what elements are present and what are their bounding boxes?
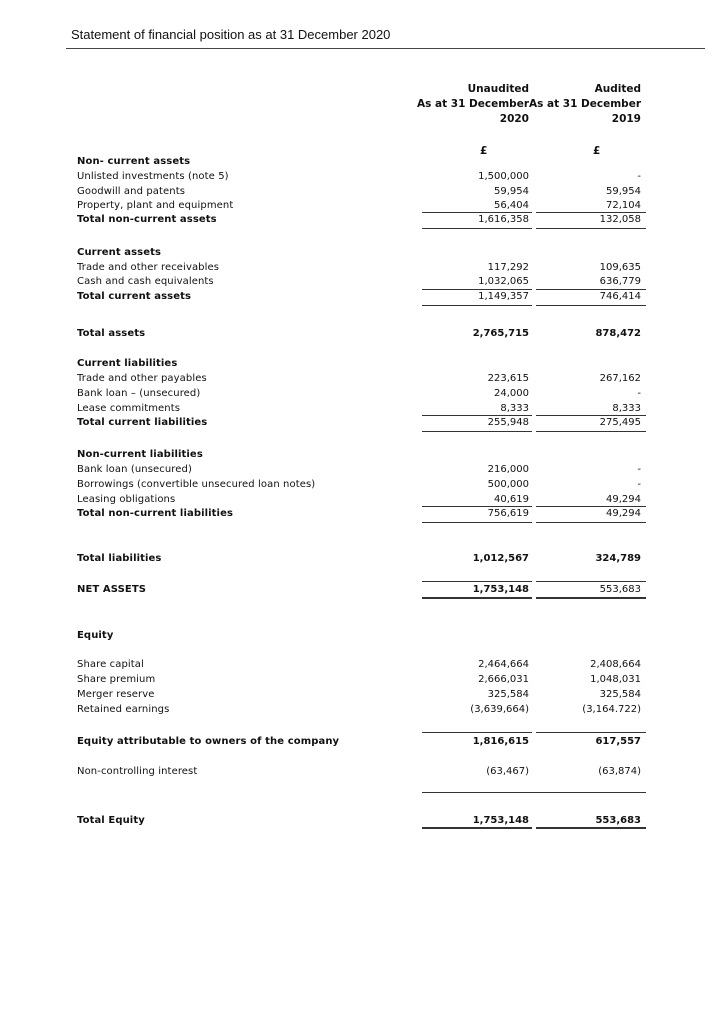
value-2019: 109,635 <box>599 262 641 273</box>
value-2020: 24,000 <box>494 388 529 399</box>
subtotal-row <box>0 212 724 227</box>
value-2020: 1,816,615 <box>472 736 529 747</box>
total-row <box>0 551 724 566</box>
value-2019: 324,789 <box>595 553 641 564</box>
row-label: Non-current liabilities <box>77 449 203 460</box>
column-header-line: As at 31 December <box>417 98 529 110</box>
value-2020: 1,500,000 <box>478 171 529 182</box>
equity-rule <box>422 792 646 793</box>
row-label: Total non-current assets <box>77 214 217 225</box>
value-2019: 617,557 <box>595 736 641 747</box>
value-2020: (63,467) <box>486 766 529 777</box>
value-2020: 2,666,031 <box>478 674 529 685</box>
subtotal-row <box>0 734 724 749</box>
value-2019: 72,104 <box>606 200 641 211</box>
row-label: Borrowings (convertible unsecured loan notes) <box>77 479 316 490</box>
row-label: Trade and other payables <box>77 373 207 384</box>
row-label: Lease commitments <box>77 403 181 414</box>
table-row <box>0 477 724 492</box>
column-header-unaudited <box>399 82 529 127</box>
value-2019: 325,584 <box>599 689 641 700</box>
value-2019: - <box>637 388 641 399</box>
row-label: Total non-current liabilities <box>77 508 234 519</box>
value-2019: 8,333 <box>612 403 641 414</box>
column-header-line: As at 31 December <box>529 98 641 110</box>
value-2020: 56,404 <box>494 200 529 211</box>
value-2019: - <box>637 479 641 490</box>
value-2019: 636,779 <box>599 276 641 287</box>
value-2019: 275,495 <box>599 417 641 428</box>
row-label: Total current liabilities <box>77 417 208 428</box>
value-2020: 2,464,664 <box>478 659 529 670</box>
table-row <box>0 184 724 199</box>
currency-unit-col2: £ <box>593 145 601 157</box>
row-label: Total current assets <box>77 291 192 302</box>
table-row <box>0 274 724 289</box>
value-2019: 267,162 <box>599 373 641 384</box>
value-2020: 59,954 <box>494 186 529 197</box>
total-equity-double-underline <box>536 827 646 829</box>
subtotal-underline <box>536 522 646 523</box>
total-row <box>0 326 724 341</box>
value-2020: 2,765,715 <box>472 328 529 339</box>
row-label: Non- current assets <box>77 156 191 167</box>
table-row <box>0 687 724 702</box>
table-row <box>0 386 724 401</box>
column-header-audited <box>511 82 641 127</box>
value-2020: 1,616,358 <box>478 214 529 225</box>
total-equity-double-underline <box>422 827 532 829</box>
row-label: Non-controlling interest <box>77 766 198 777</box>
currency-unit-col1: £ <box>480 145 488 157</box>
value-2020: 500,000 <box>487 479 529 490</box>
row-label: Property, plant and equipment <box>77 200 234 211</box>
subtotal-underline <box>536 305 646 306</box>
net-assets-double-underline <box>422 597 532 599</box>
row-label: Total Equity <box>77 815 145 826</box>
table-row <box>0 764 724 779</box>
row-label: Total assets <box>77 328 146 339</box>
value-2020: 40,619 <box>494 494 529 505</box>
subtotal-rule <box>422 732 532 733</box>
row-label: Current liabilities <box>77 358 178 369</box>
table-row <box>0 657 724 672</box>
table-row <box>0 702 724 717</box>
value-2019: 878,472 <box>595 328 641 339</box>
subtotal-underline <box>422 228 532 229</box>
table-row <box>0 401 724 416</box>
row-label: Leasing obligations <box>77 494 176 505</box>
row-label: Goodwill and patents <box>77 186 186 197</box>
table-row <box>0 198 724 213</box>
value-2019: 746,414 <box>599 291 641 302</box>
value-2019: 59,954 <box>606 186 641 197</box>
table-row <box>0 260 724 275</box>
value-2020: 756,619 <box>487 508 529 519</box>
row-label: Cash and cash equivalents <box>77 276 214 287</box>
net-assets-row <box>0 582 724 597</box>
row-label: Share capital <box>77 659 144 670</box>
row-label: Equity attributable to owners of the company <box>77 736 340 747</box>
value-2020: (3,639,664) <box>470 704 529 715</box>
value-2019: 2,408,664 <box>590 659 641 670</box>
subtotal-underline <box>536 431 646 432</box>
table-row <box>0 672 724 687</box>
section-heading <box>0 447 724 462</box>
value-2019: 553,683 <box>599 584 641 595</box>
row-label: Bank loan (unsecured) <box>77 464 193 475</box>
table-row <box>0 371 724 386</box>
value-2020: 1,753,148 <box>472 584 529 595</box>
value-2020: 8,333 <box>500 403 529 414</box>
column-header-line: Audited <box>594 83 641 95</box>
value-2020: 325,584 <box>487 689 529 700</box>
column-header-line: Unaudited <box>467 83 529 95</box>
value-2020: 216,000 <box>487 464 529 475</box>
value-2019: (3,164.722) <box>582 704 641 715</box>
table-row <box>0 492 724 507</box>
section-heading <box>0 356 724 371</box>
row-label: Merger reserve <box>77 689 155 700</box>
subtotal-underline <box>536 228 646 229</box>
value-2020: 117,292 <box>487 262 529 273</box>
row-label: NET ASSETS <box>77 584 147 595</box>
subtotal-row <box>0 289 724 304</box>
value-2019: 132,058 <box>599 214 641 225</box>
value-2020: 1,753,148 <box>472 815 529 826</box>
page-title: Statement of financial position as at 31 December 2020 <box>71 27 391 42</box>
value-2019: 1,048,031 <box>590 674 641 685</box>
section-heading <box>0 154 724 169</box>
section-heading <box>0 245 724 260</box>
value-2019: - <box>637 464 641 475</box>
value-2019: - <box>637 171 641 182</box>
subtotal-row <box>0 506 724 521</box>
value-2019: 49,294 <box>606 508 641 519</box>
row-label: Total liabilities <box>77 553 162 564</box>
section-heading <box>0 628 724 643</box>
net-assets-double-underline <box>536 597 646 599</box>
subtotal-underline <box>422 431 532 432</box>
row-label: Equity <box>77 630 114 641</box>
column-header-line: 2019 <box>611 113 641 125</box>
table-row <box>0 462 724 477</box>
table-row <box>0 169 724 184</box>
column-header-line: 2020 <box>499 113 529 125</box>
row-label: Retained earnings <box>77 704 170 715</box>
total-equity-row <box>0 813 724 828</box>
row-label: Share premium <box>77 674 156 685</box>
value-2019: 553,683 <box>595 815 641 826</box>
row-label: Bank loan – (unsecured) <box>77 388 201 399</box>
value-2019: (63,874) <box>598 766 641 777</box>
subtotal-rule <box>536 732 646 733</box>
value-2020: 223,615 <box>487 373 529 384</box>
value-2020: 1,032,065 <box>478 276 529 287</box>
row-label: Trade and other receivables <box>77 262 220 273</box>
subtotal-underline <box>422 522 532 523</box>
row-label: Unlisted investments (note 5) <box>77 171 229 182</box>
subtotal-row <box>0 415 724 430</box>
subtotal-underline <box>422 305 532 306</box>
row-label: Current assets <box>77 247 162 258</box>
value-2020: 255,948 <box>487 417 529 428</box>
value-2020: 1,149,357 <box>478 291 529 302</box>
value-2020: 1,012,567 <box>472 553 529 564</box>
title-divider <box>66 48 705 49</box>
value-2019: 49,294 <box>606 494 641 505</box>
